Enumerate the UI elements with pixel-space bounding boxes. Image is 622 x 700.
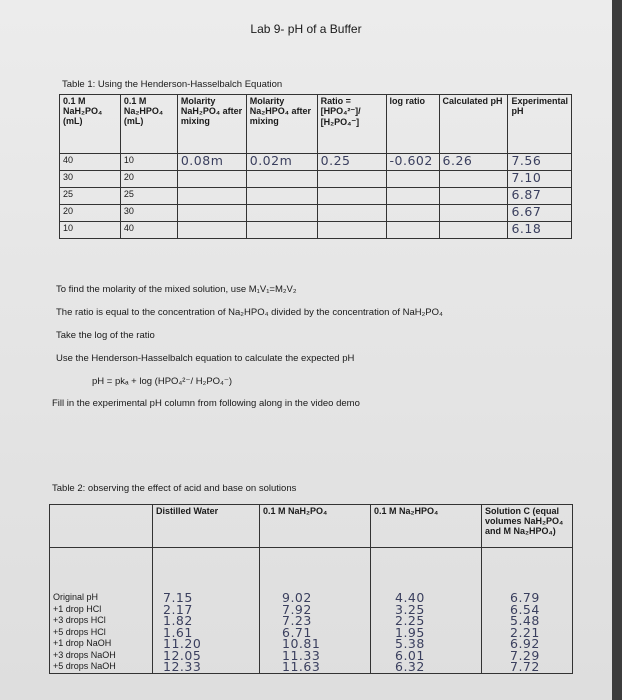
hh-equation: pH = pkₐ + log (HPO₄²⁻/ H₂PO₄⁻)	[92, 376, 233, 387]
instruction-experimental: Fill in the experimental pH column from following along in the video demo	[52, 398, 360, 409]
cell-log-ratio: -0.602	[386, 154, 439, 171]
cell-nah2po4-ml: 30	[60, 171, 121, 188]
value-cell: 1.95	[395, 624, 425, 640]
col-header-log-ratio: log ratio	[386, 95, 439, 154]
cell-na2hpo4-ml: 20	[120, 171, 177, 188]
row-label: +1 drop HCl	[53, 603, 102, 614]
value-cell: 11.63	[282, 659, 321, 674]
row-label: +1 drop NaOH	[53, 638, 112, 648]
value-cell: 2.21	[510, 624, 540, 640]
table-row	[60, 222, 572, 239]
cell-calculated-ph	[439, 222, 508, 239]
na2hpo4-column	[371, 548, 482, 674]
value-cell: 12.33	[163, 659, 202, 674]
instruction-hh-equation: Use the Henderson-Hasselbalch equation to calculate the expected pH	[56, 353, 355, 364]
cell-experimental-ph: 7.56	[508, 154, 572, 171]
value-cell: 9.02	[282, 590, 312, 605]
cell-molarity-na2hpo4	[246, 188, 317, 205]
cell-molarity-na2hpo4	[246, 222, 317, 239]
col-header-experimental-ph: Experimental pH	[508, 95, 572, 154]
row-label: +5 drops NaOH	[53, 661, 116, 671]
cell-nah2po4-ml: 10	[60, 222, 121, 239]
cell-molarity-nah2po4	[177, 205, 246, 222]
value-cell: 12.05	[163, 647, 202, 663]
acid-base-table	[49, 504, 573, 674]
cell-ratio	[317, 205, 386, 222]
cell-molarity-na2hpo4	[246, 171, 317, 188]
value-cell: 7.15	[163, 590, 193, 605]
cell-calculated-ph	[439, 188, 508, 205]
cell-calculated-ph: 6.26	[439, 154, 508, 171]
value-cell: 6.71	[282, 624, 312, 640]
instruction-log: Take the log of the ratio	[56, 330, 155, 341]
value-cell: 7.72	[510, 659, 540, 674]
cell-nah2po4-ml: 25	[60, 188, 121, 205]
cell-molarity-nah2po4	[177, 222, 246, 239]
col-header-na2hpo4-ml: 0.1 M Na₂HPO₄ (mL)	[120, 95, 177, 154]
nah2po4-column	[260, 548, 371, 674]
cell-experimental-ph: 7.10	[508, 171, 572, 188]
cell-calculated-ph	[439, 171, 508, 188]
value-cell: 6.01	[395, 647, 425, 663]
cell-molarity-na2hpo4	[246, 205, 317, 222]
table-row	[60, 205, 572, 222]
value-cell: 3.25	[395, 601, 425, 617]
table-row	[60, 188, 572, 205]
row-labels-column	[50, 548, 153, 674]
value-cell: 6.92	[510, 636, 540, 651]
cell-nah2po4-ml: 40	[60, 154, 121, 171]
page-title: Lab 9- pH of a Buffer	[250, 22, 362, 36]
cell-ratio	[317, 171, 386, 188]
value-cell: 5.38	[395, 636, 425, 651]
value-cell: 6.54	[510, 601, 540, 617]
cell-ratio: 0.25	[317, 154, 386, 171]
col-header-solution-c: Solution C (equal volumes NaH₂PO₄ and M Na₂HPO₄)	[482, 505, 573, 548]
col-header-molarity-nah2po4: Molarity NaH₂PO₄ after mixing	[177, 95, 246, 154]
cell-molarity-na2hpo4: 0.02m	[246, 154, 317, 171]
cell-calculated-ph	[439, 205, 508, 222]
cell-na2hpo4-ml: 40	[120, 222, 177, 239]
table1-caption: Table 1: Using the Henderson-Hasselbalch Equation	[62, 79, 283, 90]
row-label: +3 drops NaOH	[53, 649, 116, 660]
cell-molarity-nah2po4	[177, 188, 246, 205]
value-cell: 2.25	[395, 613, 425, 628]
value-cell: 11.33	[282, 647, 321, 663]
value-cell: 6.79	[510, 590, 540, 605]
cell-log-ratio	[386, 171, 439, 188]
value-cell: 2.17	[163, 601, 193, 617]
cell-molarity-nah2po4: 0.08m	[177, 154, 246, 171]
row-label: Original pH	[53, 592, 99, 602]
cell-log-ratio	[386, 205, 439, 222]
value-cell: 5.48	[510, 613, 540, 628]
cell-experimental-ph: 6.87	[508, 188, 572, 205]
cell-experimental-ph: 6.18	[508, 222, 572, 239]
solution-c-column	[482, 548, 573, 674]
table-row	[60, 154, 572, 171]
cell-nah2po4-ml: 20	[60, 205, 121, 222]
cell-ratio	[317, 222, 386, 239]
col-header-na2hpo4: 0.1 M Na₂HPO₄	[371, 505, 482, 548]
cell-experimental-ph: 6.67	[508, 205, 572, 222]
cell-log-ratio	[386, 222, 439, 239]
col-header-calculated-ph: Calculated pH	[439, 95, 508, 154]
cell-molarity-nah2po4	[177, 171, 246, 188]
value-cell: 10.81	[282, 636, 321, 651]
cell-ratio	[317, 188, 386, 205]
value-cell: 7.29	[510, 647, 540, 663]
value-cell: 1.82	[163, 613, 193, 628]
value-cell: 7.92	[282, 601, 312, 617]
value-cell: 4.40	[395, 590, 425, 605]
distilled-water-column	[153, 548, 260, 674]
value-cell: 11.20	[163, 636, 202, 651]
row-label: +5 drops HCl	[53, 626, 106, 637]
value-cell: 1.61	[163, 624, 193, 640]
col-header-distilled-water: Distilled Water	[153, 505, 260, 548]
col-header-nah2po4: 0.1 M NaH₂PO₄	[260, 505, 371, 548]
value-cell: 6.32	[395, 659, 425, 674]
col-header-ratio: Ratio = [HPO₄²⁻]/ [H₂PO₄⁻]	[317, 95, 386, 154]
cell-na2hpo4-ml: 25	[120, 188, 177, 205]
value-cell: 7.23	[282, 613, 312, 628]
instruction-ratio: The ratio is equal to the concentration of Na₂HPO₄ divided by the concentration of NaH₂PO₄	[56, 307, 443, 318]
col-header-molarity-na2hpo4: Molarity Na₂HPO₄ after mixing	[246, 95, 317, 154]
col-header-nah2po4-ml: 0.1 M NaH₂PO₄ (mL)	[60, 95, 121, 154]
col-header-blank	[50, 505, 153, 548]
table2-caption: Table 2: observing the effect of acid and base on solutions	[52, 483, 297, 494]
cell-log-ratio	[386, 188, 439, 205]
henderson-hasselbalch-table	[59, 94, 572, 239]
cell-na2hpo4-ml: 10	[120, 154, 177, 171]
cell-na2hpo4-ml: 30	[120, 205, 177, 222]
row-label: +3 drops HCl	[53, 615, 106, 625]
background-edge	[612, 0, 622, 700]
table-row	[60, 171, 572, 188]
instruction-molarity: To find the molarity of the mixed solution, use M₁V₁=M₂V₂	[56, 284, 297, 295]
